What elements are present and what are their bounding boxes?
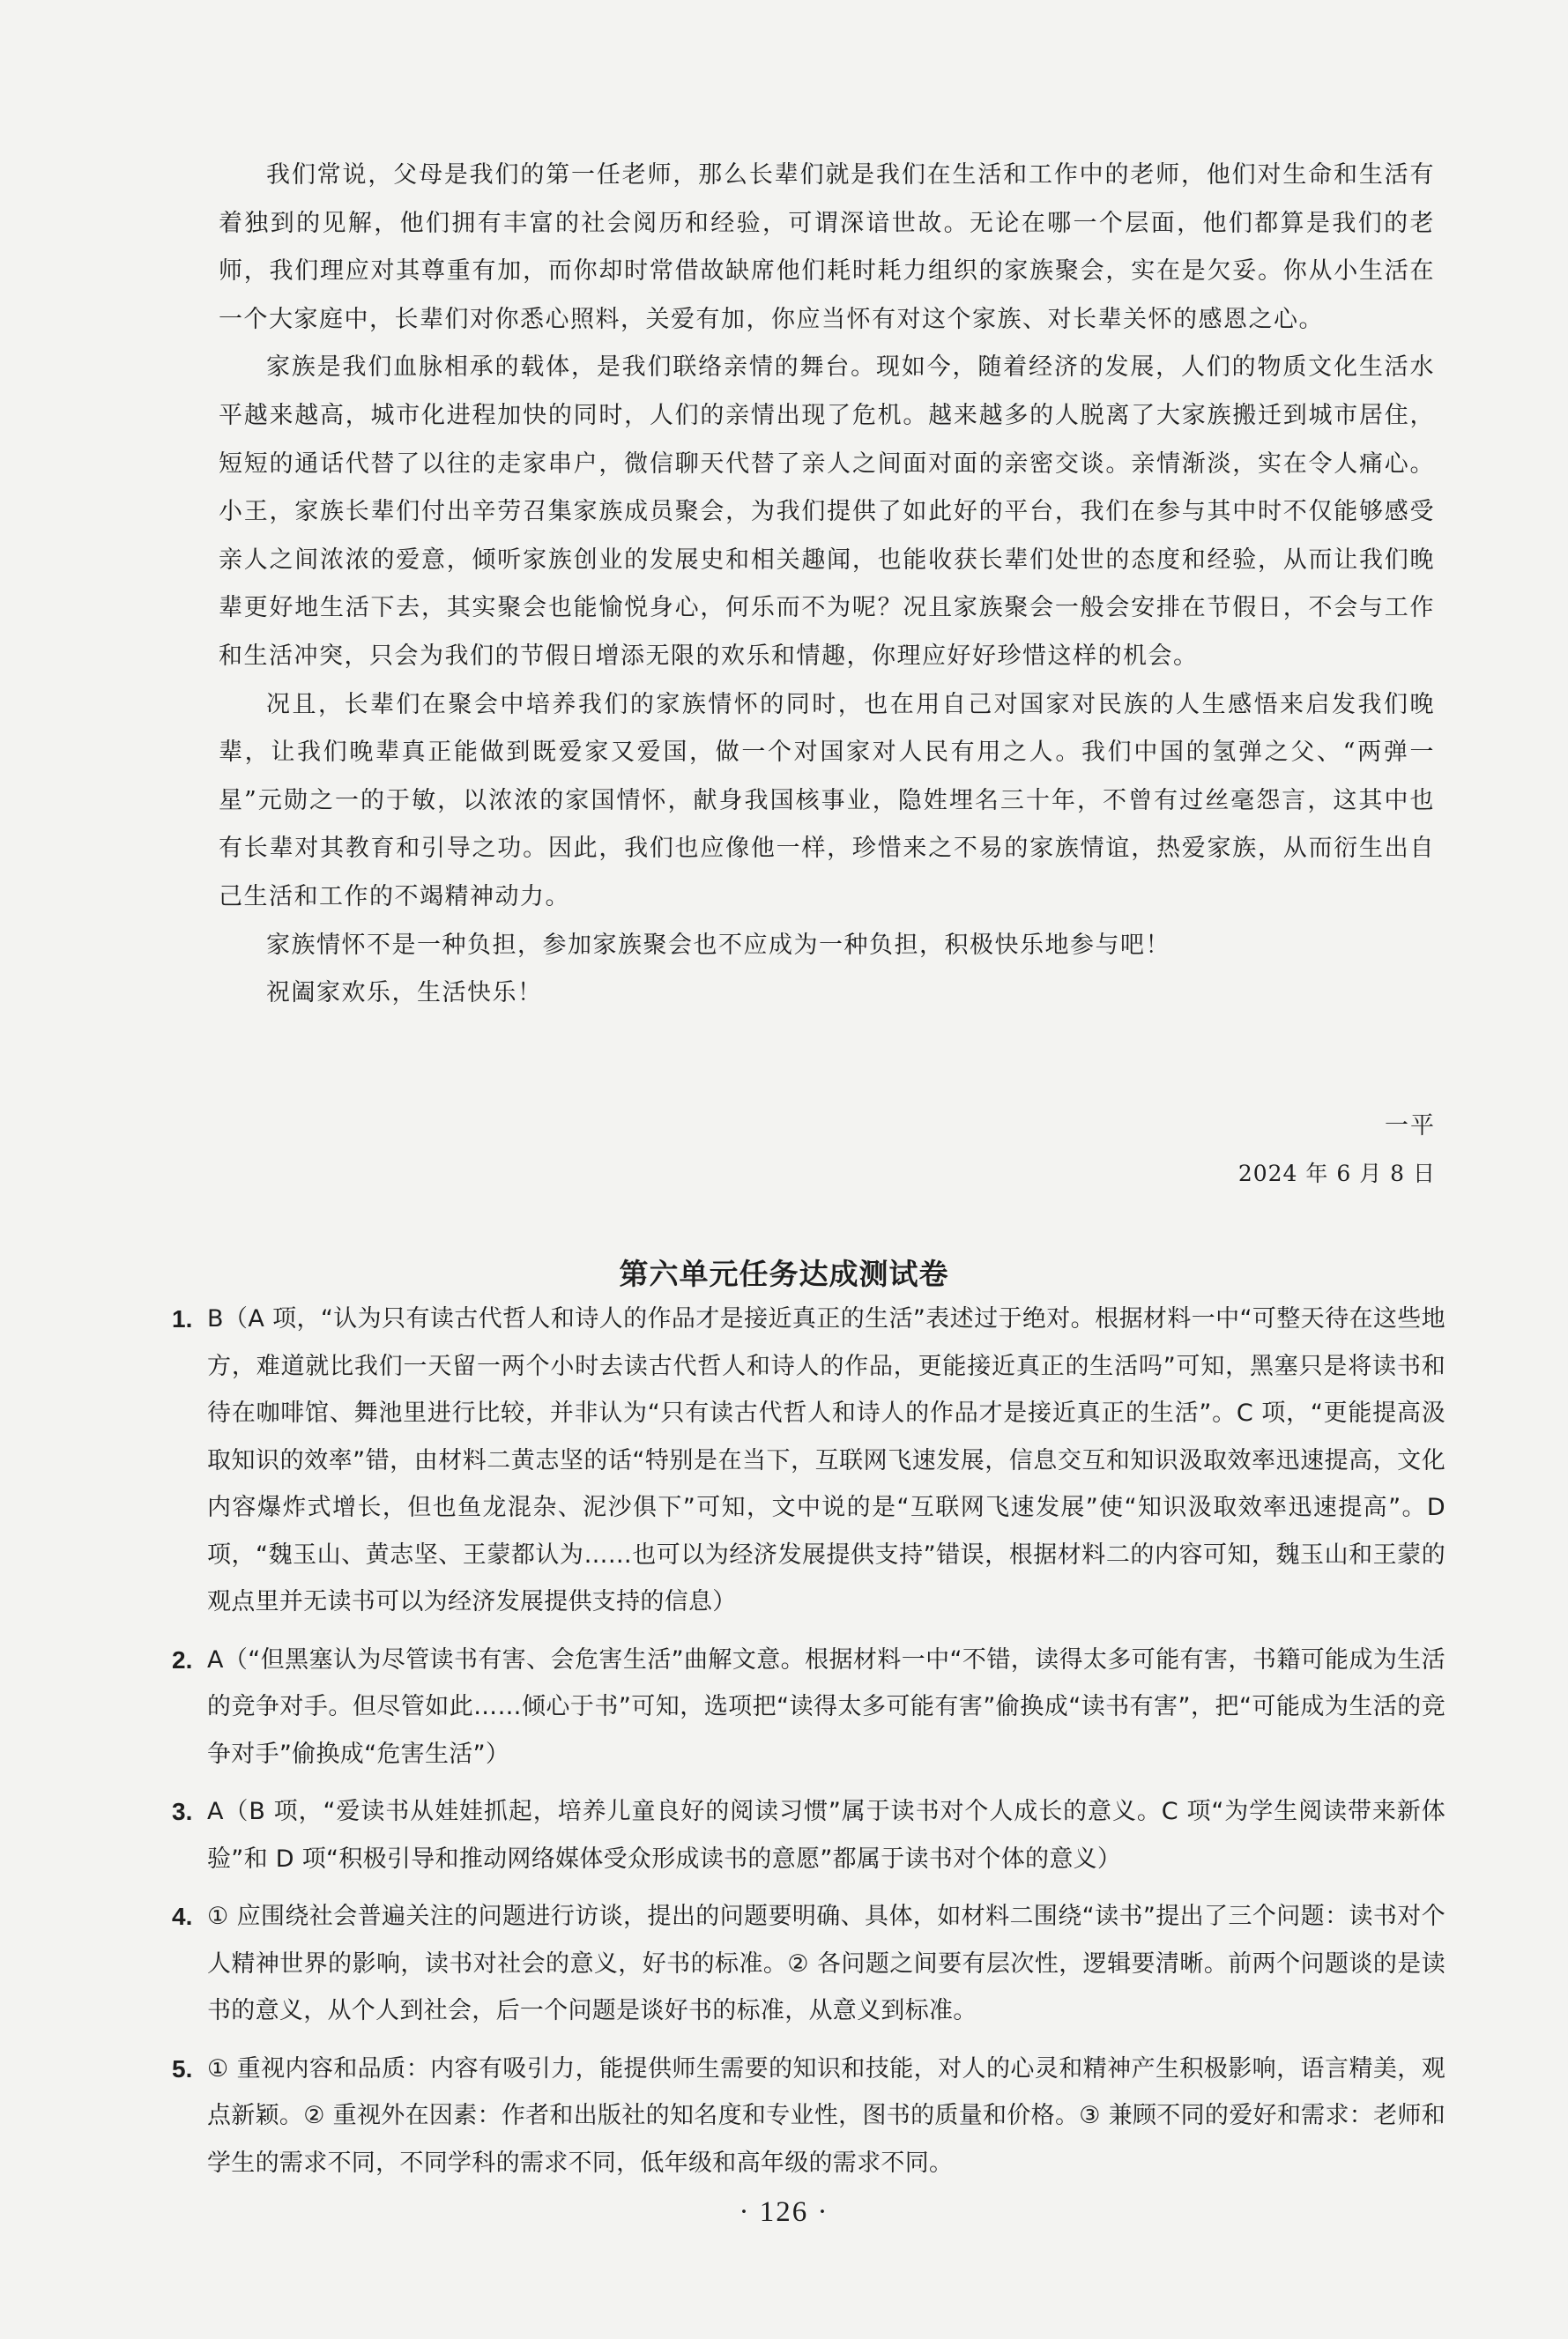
answer-item-2 — [172, 1637, 1445, 1778]
answer-number: 1. — [172, 1305, 193, 1333]
letter-paragraph-1: 我们常说，父母是我们的第一任老师，那么长辈们就是我们在生活和工作中的老师，他们对生命和生活有着独到的见解，他们拥有丰富的社会阅历和经验，可谓深谙世故。无论在哪一个层面，他们都算是我们的老师，我们理应对其尊重有加，而你却时常借故缺席他们耗时耗力组织的家族聚会，实在是欠妥。你从小生活在一个大家庭中，长辈们对你悉心照料，关爱有加，你应当怀有对这个家族、对长辈关怀的感恩之心。 — [219, 161, 1435, 333]
answer-item-3 — [172, 1788, 1445, 1882]
answer-text: B（A 项，“认为只有读古代哲人和诗人的作品才是接近真正的生活”表述过于绝对。根据材料一中“可整天待在这些地方，难道就比我们一天留一两个小时去读古代哲人和诗人的作品，更能接近真正的生活吗”可知，黑塞只是将读书和待在咖啡馆、舞池里进行比较，并非认为“只有读古代哲人和诗人的作品才是接近真正的生活”。C 项，“更能提高汲取知识的效率”错，由材料二黄志坚的话“特别是在当下，互联网飞速发展，信息交互和知识汲取效率迅速提高，文化内容爆炸式增长，但也鱼龙混杂、泥沙俱下”可知，文中说的是“互联网飞速发展”使“知识汲取效率迅速提高”。D 项，“魏玉山、黄志坚、王蒙都认为……也可以为经济发展提供支持”错误，根据材料二的内容可知，魏玉山和王蒙的观点里并无读书可以为经济发展提供支持的信息） — [207, 1305, 1445, 1615]
answer-number: 3. — [172, 1798, 193, 1825]
letter-paragraph-3: 况且，长辈们在聚会中培养我们的家族情怀的同时，也在用自己对国家对民族的人生感悟来启发我们晚辈，让我们晚辈真正能做到既爱家又爱国，做一个对国家对人民有用之人。我们中国的氢弹之父、“两弹一星”元勋之一的于敏，以浓浓的家国情怀，献身我国核事业，隐姓埋名三十年，不曾有过丝毫怨言，这其中也有长辈对其教育和引导之功。因此，我们也应像他一样，珍惜来之不易的家族情谊，热爱家族，从而衍生出自己生活和工作的不竭精神动力。 — [219, 690, 1435, 910]
answer-number: 5. — [172, 2054, 193, 2083]
answer-item-5 — [172, 2046, 1445, 2187]
letter-signature: 一平 — [1385, 1112, 1436, 1140]
letter-paragraph-2: 家族是我们血脉相承的载体，是我们联络亲情的舞台。现如今，随着经济的发展，人们的物质文化生活水平越来越高，城市化进程加快的同时，人们的亲情出现了危机。越来越多的人脱离了大家族搬迁到城市居住，短短的通话代替了以往的走家串户，微信聊天代替了亲人之间面对面的亲密交谈。亲情渐淡，实在令人痛心。小王，家族长辈们付出辛劳召集家族成员聚会，为我们提供了如此好的平台，我们在参与其中时不仅能够感受亲人之间浓浓的爱意，倾听家族创业的发展史和相关趣闻，也能收获长辈们处世的态度和经验，从而让我们晚辈更好地生活下去，其实聚会也能愉悦身心，何乐而不为呢？况且家族聚会一般会安排在节假日，不会与工作和生活冲突，只会为我们的节假日增添无限的欢乐和情趣，你理应好好珍惜这样的机会。 — [219, 353, 1435, 670]
answer-text: ① 重视内容和品质：内容有吸引力，能提供师生需要的知识和技能，对人的心灵和精神产生积极影响，语言精美，观点新颖。② 重视外在因素：作者和出版社的知名度和专业性，图书的质量和价格。③ 兼顾不同的爱好和需求：老师和学生的需求不同，不同学科的需求不同，低年级和高年级的需求不同。 — [207, 2054, 1445, 2177]
answer-text: ① 应围绕社会普遍关注的问题进行访谈，提出的问题要明确、具体，如材料二围绕“读书”提出了三个问题：读书对个人精神世界的影响，读书对社会的意义，好书的标准。② 各问题之间要有层次性，逻辑要清晰。前两个问题谈的是读书的意义，从个人到社会，后一个问题是谈好书的标准，从意义到标准。 — [207, 1903, 1445, 2024]
answer-item-1 — [172, 1296, 1445, 1626]
answer-number: 4. — [172, 1903, 193, 1930]
answer-text: A（“但黑塞认为尽管读书有害、会危害生活”曲解文意。根据材料一中“不错，读得太多可能有害，书籍可能成为生活的竞争对手。但尽管如此……倾心于书”可知，选项把“读得太多可能有害”偷换成“读书有害”，把“可能成为生活的竞争对手”偷换成“危害生活”） — [207, 1645, 1445, 1768]
page-number: · 126 · — [739, 2196, 829, 2228]
answer-list — [172, 1296, 1445, 2197]
letter-blessing: 祝阖家欢乐，生活快乐！ — [266, 979, 543, 1007]
letter-body — [219, 152, 1435, 1018]
answer-number: 2. — [172, 1645, 193, 1674]
answer-item-4 — [172, 1893, 1445, 2035]
letter-date: 2024 年 6 月 8 日 — [1237, 1161, 1436, 1186]
letter-paragraph-4: 家族情怀不是一种负担，参加家族聚会也不应成为一种负担，积极快乐地参与吧！ — [266, 931, 1170, 959]
answer-text: A（B 项，“爱读书从娃娃抓起，培养儿童良好的阅读习惯”属于读书对个人成长的意义。C 项“为学生阅读带来新体验”和 D 项“积极引导和推动网络媒体受众形成读书的意愿”都属于读书对个体的意义） — [207, 1798, 1445, 1873]
section-title: 第六单元任务达成测试卷 — [619, 1257, 949, 1291]
